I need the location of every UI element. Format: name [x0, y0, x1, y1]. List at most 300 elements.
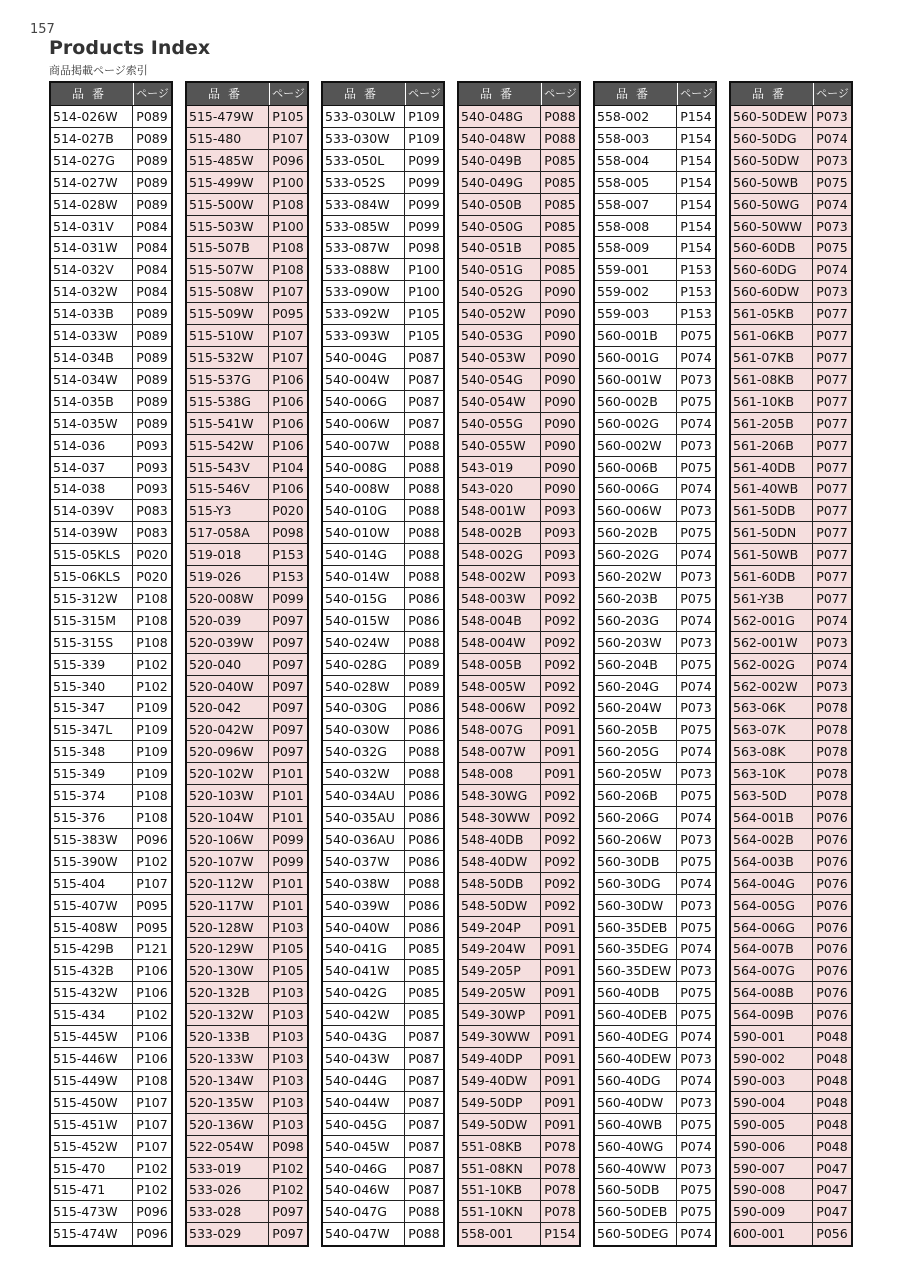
table-row [731, 106, 851, 128]
page-reference: P086 [408, 919, 440, 935]
table-row [459, 259, 579, 281]
product-code: 560-001G [595, 347, 677, 368]
table-row [187, 325, 307, 347]
product-code: 514-027G [51, 150, 133, 171]
product-code: 514-039V [51, 500, 133, 521]
product-code: 560-50WB [731, 172, 813, 193]
page-reference: P108 [136, 590, 168, 606]
header-code-label: 品番 [51, 83, 134, 105]
table-row [595, 325, 715, 347]
product-code: 514-026W [51, 106, 133, 127]
product-code: 590-003 [731, 1070, 813, 1091]
page-reference: P097 [272, 678, 304, 694]
page-reference: P078 [544, 1204, 576, 1220]
product-code: 548-005B [459, 654, 541, 675]
product-code: 520-039 [187, 610, 269, 631]
table-row [51, 719, 171, 741]
column-header [187, 83, 307, 106]
page-reference: P073 [680, 766, 712, 782]
table-row [51, 194, 171, 216]
table-row [595, 391, 715, 413]
table-row [323, 960, 443, 982]
product-code: 560-205G [595, 741, 677, 762]
page-reference: P073 [816, 109, 848, 124]
table-row [51, 128, 171, 150]
page-reference: P091 [544, 1029, 576, 1045]
header-code-label: 品番 [187, 83, 270, 105]
page-reference: P089 [136, 306, 168, 322]
product-code: 520-040 [187, 654, 269, 675]
page-reference: P100 [408, 284, 440, 300]
page-reference: P154 [680, 174, 712, 190]
table-row [187, 347, 307, 369]
table-row [459, 1201, 579, 1223]
product-code: 562-002W [731, 676, 813, 697]
table-row [323, 1070, 443, 1092]
product-code: 560-206B [595, 785, 677, 806]
table-row [731, 1223, 851, 1245]
page-reference: P102 [272, 1182, 304, 1198]
table-row [731, 216, 851, 238]
page-reference: P083 [136, 525, 168, 541]
product-code: 560-206W [595, 829, 677, 850]
product-code: 540-007W [323, 435, 405, 456]
page-reference: P048 [816, 1050, 848, 1066]
page-reference: P154 [680, 130, 712, 146]
page-reference: P085 [544, 152, 576, 168]
index-column [729, 81, 853, 1247]
page-reference: P105 [272, 109, 304, 124]
page-reference: P099 [408, 174, 440, 190]
product-code: 561-10KB [731, 391, 813, 412]
page-reference: P103 [272, 919, 304, 935]
table-row [459, 1026, 579, 1048]
table-row [459, 500, 579, 522]
table-row [187, 413, 307, 435]
product-code: 515-451W [51, 1114, 133, 1135]
product-code: 548-40DB [459, 829, 541, 850]
product-code: 590-005 [731, 1114, 813, 1135]
product-code: 564-005G [731, 895, 813, 916]
page-reference: P074 [816, 262, 848, 278]
page-reference: P099 [272, 590, 304, 606]
product-code: 520-136W [187, 1114, 269, 1135]
product-code: 549-30WW [459, 1026, 541, 1047]
page-reference: P090 [544, 328, 576, 344]
product-code: 559-001 [595, 259, 677, 280]
product-code: 540-048W [459, 128, 541, 149]
product-code: 520-135W [187, 1092, 269, 1113]
product-code: 533-093W [323, 325, 405, 346]
page-reference: P107 [136, 1116, 168, 1132]
page-reference: P047 [816, 1182, 848, 1198]
product-code: 540-053W [459, 347, 541, 368]
product-code: 514-035B [51, 391, 133, 412]
header-page-label: ページ [272, 87, 305, 100]
product-code: 560-204W [595, 697, 677, 718]
page-reference: P076 [816, 1007, 848, 1023]
table-row [459, 522, 579, 544]
product-code: 561-40DB [731, 457, 813, 478]
page-reference: P075 [680, 393, 712, 409]
product-code: 540-035AU [323, 807, 405, 828]
table-row [187, 216, 307, 238]
table-row [187, 895, 307, 917]
product-code: 515-Y3 [187, 500, 269, 521]
product-code: 540-037W [323, 851, 405, 872]
product-code: 561-50DB [731, 500, 813, 521]
page-reference: P106 [272, 437, 304, 453]
product-code: 560-002W [595, 435, 677, 456]
product-code: 548-006W [459, 697, 541, 718]
table-row [51, 610, 171, 632]
table-row [595, 566, 715, 588]
table-row [323, 676, 443, 698]
page-reference: P099 [408, 196, 440, 212]
product-code: 548-50DW [459, 895, 541, 916]
page-reference: P089 [136, 371, 168, 387]
table-row [51, 478, 171, 500]
page-reference: P092 [544, 678, 576, 694]
header-code-label: 品番 [459, 83, 542, 105]
page-reference: P047 [816, 1204, 848, 1220]
product-code: 520-042 [187, 697, 269, 718]
product-code: 562-001W [731, 632, 813, 653]
product-code: 564-004G [731, 873, 813, 894]
table-row [187, 106, 307, 128]
page-reference: P087 [408, 1029, 440, 1045]
product-code: 520-096W [187, 741, 269, 762]
page-reference: P078 [816, 700, 848, 716]
product-code: 515-407W [51, 895, 133, 916]
table-row [595, 128, 715, 150]
page-reference: P103 [272, 1050, 304, 1066]
product-code: 515-507W [187, 259, 269, 280]
product-code: 515-339 [51, 654, 133, 675]
product-code: 533-088W [323, 259, 405, 280]
page-reference: P154 [544, 1226, 576, 1242]
product-code: 548-50DB [459, 873, 541, 894]
product-code: 520-130W [187, 960, 269, 981]
table-row [459, 369, 579, 391]
table-row [459, 281, 579, 303]
page-reference: P097 [272, 1226, 304, 1242]
table-row [595, 369, 715, 391]
page-reference: P101 [272, 875, 304, 891]
table-row [187, 960, 307, 982]
table-row [595, 610, 715, 632]
table-row [731, 917, 851, 939]
product-code: 520-134W [187, 1070, 269, 1091]
page-reference: P105 [408, 328, 440, 344]
table-row [187, 303, 307, 325]
product-code: 519-026 [187, 566, 269, 587]
product-code: 540-014W [323, 566, 405, 587]
product-code: 551-08KB [459, 1136, 541, 1157]
page-reference: P074 [680, 678, 712, 694]
product-code: 514-034W [51, 369, 133, 390]
table-row [459, 632, 579, 654]
page-reference: P077 [816, 503, 848, 519]
product-code: 560-40WB [595, 1114, 677, 1135]
page-reference: P075 [680, 656, 712, 672]
page-reference: P084 [136, 240, 168, 256]
page-reference: P154 [680, 109, 712, 124]
product-code: 520-008W [187, 588, 269, 609]
table-row [51, 741, 171, 763]
product-code: 540-038W [323, 873, 405, 894]
table-row [459, 1114, 579, 1136]
page-reference: P088 [408, 481, 440, 497]
table-row [51, 807, 171, 829]
page-reference: P097 [272, 612, 304, 628]
table-row [51, 917, 171, 939]
product-code: 590-001 [731, 1026, 813, 1047]
product-code: 533-030LW [323, 106, 405, 127]
table-row [187, 741, 307, 763]
page-reference: P090 [544, 437, 576, 453]
page-reference: P074 [680, 744, 712, 760]
table-row [323, 303, 443, 325]
page-reference: P075 [680, 1204, 712, 1220]
product-code: 560-40WW [595, 1158, 677, 1179]
product-code: 559-003 [595, 303, 677, 324]
product-code: 560-50DEW [731, 106, 813, 127]
table-row [595, 938, 715, 960]
page-reference: P108 [136, 810, 168, 825]
table-row [595, 1070, 715, 1092]
table-row [51, 216, 171, 238]
table-row [323, 1201, 443, 1223]
page-reference: P092 [544, 897, 576, 913]
product-code: 562-001G [731, 610, 813, 631]
table-row [187, 807, 307, 829]
table-row [731, 763, 851, 785]
product-code: 548-007G [459, 719, 541, 740]
product-code: 515-348 [51, 741, 133, 762]
table-row [595, 1179, 715, 1201]
product-code: 560-30DB [595, 851, 677, 872]
page-reference: P087 [408, 1072, 440, 1088]
table-row [51, 1070, 171, 1092]
page-reference: P104 [272, 459, 304, 475]
page-reference: P048 [816, 1094, 848, 1110]
page-reference: P078 [816, 788, 848, 804]
page-reference: P074 [816, 130, 848, 146]
product-code: 549-205P [459, 960, 541, 981]
table-row [323, 216, 443, 238]
page-reference: P091 [544, 963, 576, 979]
product-code: 520-106W [187, 829, 269, 850]
page-reference: P073 [816, 284, 848, 300]
table-row [595, 237, 715, 259]
product-code: 540-008G [323, 457, 405, 478]
table-row [595, 697, 715, 719]
table-row [595, 785, 715, 807]
page-reference: P074 [680, 1072, 712, 1088]
product-code: 563-07K [731, 719, 813, 740]
page-reference: P101 [272, 897, 304, 913]
product-code: 560-30DG [595, 873, 677, 894]
product-code: 561-06KB [731, 325, 813, 346]
page-reference: P085 [408, 1007, 440, 1023]
page-reference: P090 [544, 415, 576, 431]
table-row [323, 566, 443, 588]
page-reference: P075 [680, 525, 712, 541]
table-row [187, 194, 307, 216]
table-row [323, 259, 443, 281]
page-reference: P106 [136, 1029, 168, 1045]
product-code: 590-009 [731, 1201, 813, 1222]
page-reference: P091 [544, 766, 576, 782]
table-row [459, 172, 579, 194]
table-row [51, 1136, 171, 1158]
table-row [51, 347, 171, 369]
page-reference: P093 [544, 525, 576, 541]
product-code: 560-206G [595, 807, 677, 828]
product-code: 560-001B [595, 325, 677, 346]
page-reference: P091 [544, 722, 576, 738]
product-code: 560-001W [595, 369, 677, 390]
page-reference: P078 [816, 766, 848, 782]
product-code: 560-205B [595, 719, 677, 740]
table-row [187, 566, 307, 588]
page-reference: P088 [408, 459, 440, 475]
product-code: 515-510W [187, 325, 269, 346]
product-code: 564-001B [731, 807, 813, 828]
page-reference: P100 [408, 262, 440, 278]
product-code: 561-05KB [731, 303, 813, 324]
product-code: 590-007 [731, 1158, 813, 1179]
page-reference: P089 [136, 196, 168, 212]
product-code: 540-055W [459, 435, 541, 456]
product-code: 515-340 [51, 676, 133, 697]
table-row [187, 1048, 307, 1070]
page-reference: P088 [408, 1226, 440, 1242]
table-row [51, 150, 171, 172]
table-row [187, 259, 307, 281]
product-code: 515-408W [51, 917, 133, 938]
product-code: 515-347L [51, 719, 133, 740]
table-row [187, 719, 307, 741]
table-row [51, 325, 171, 347]
page-reference: P076 [816, 963, 848, 979]
product-code: 540-015G [323, 588, 405, 609]
product-code: 533-085W [323, 216, 405, 237]
page-reference: P099 [272, 831, 304, 847]
table-row [459, 829, 579, 851]
page-reference: P090 [544, 306, 576, 322]
table-row [187, 1179, 307, 1201]
table-row [187, 917, 307, 939]
page-reference: P153 [272, 547, 304, 563]
table-row [459, 697, 579, 719]
product-code: 561-205B [731, 413, 813, 434]
page-reference: P085 [408, 963, 440, 979]
table-row [323, 851, 443, 873]
page-reference: P087 [408, 1182, 440, 1198]
product-code: 540-045G [323, 1114, 405, 1135]
table-row [323, 435, 443, 457]
page-reference: P086 [408, 897, 440, 913]
page-reference: P077 [816, 306, 848, 322]
table-row [51, 829, 171, 851]
table-row [731, 413, 851, 435]
table-row [731, 1004, 851, 1026]
product-code: 540-028W [323, 676, 405, 697]
page-reference: P088 [408, 437, 440, 453]
table-row [323, 478, 443, 500]
table-row [731, 369, 851, 391]
product-code: 560-002B [595, 391, 677, 412]
product-code: 540-034AU [323, 785, 405, 806]
page-reference: P074 [680, 1226, 712, 1242]
table-row [595, 435, 715, 457]
page-reference: P086 [408, 831, 440, 847]
page-reference: P077 [816, 328, 848, 344]
header-page-label: ページ [408, 87, 441, 100]
product-code: 540-043W [323, 1048, 405, 1069]
page-reference: P074 [680, 547, 712, 563]
page-reference: P091 [544, 1050, 576, 1066]
table-row [459, 544, 579, 566]
column-header [459, 83, 579, 106]
product-code: 560-35DEB [595, 917, 677, 938]
product-code: 533-019 [187, 1158, 269, 1179]
product-code: 514-031V [51, 216, 133, 237]
table-row [187, 1201, 307, 1223]
table-row [459, 194, 579, 216]
product-code: 515-542W [187, 435, 269, 456]
table-row [731, 873, 851, 895]
page-reference: P074 [680, 941, 712, 957]
table-row [459, 1136, 579, 1158]
table-row [459, 785, 579, 807]
page-reference: P048 [816, 1029, 848, 1045]
product-code: 515-499W [187, 172, 269, 193]
table-row [187, 851, 307, 873]
table-row [51, 106, 171, 128]
page-reference: P073 [680, 503, 712, 519]
product-code: 548-001W [459, 500, 541, 521]
page-reference: P073 [680, 437, 712, 453]
page-reference: P089 [136, 109, 168, 124]
table-row [459, 654, 579, 676]
page-reference: P102 [136, 656, 168, 672]
page-reference: P089 [136, 393, 168, 409]
page-reference: P103 [272, 1116, 304, 1132]
table-row [731, 1136, 851, 1158]
page-reference: P073 [680, 1050, 712, 1066]
page-reference: P108 [272, 262, 304, 278]
product-code: 540-024W [323, 632, 405, 653]
header-page-label: ページ [816, 87, 849, 100]
table-row [731, 895, 851, 917]
table-row [731, 807, 851, 829]
product-code: 515-449W [51, 1070, 133, 1091]
product-code: 515-546V [187, 478, 269, 499]
table-row [51, 457, 171, 479]
product-code: 515-445W [51, 1026, 133, 1047]
product-code: 515-479W [187, 106, 269, 127]
product-code: 514-036 [51, 435, 133, 456]
table-row [459, 435, 579, 457]
product-code: 520-112W [187, 873, 269, 894]
product-code: 548-004B [459, 610, 541, 631]
page-reference: P075 [680, 1182, 712, 1198]
product-code: 549-40DW [459, 1070, 541, 1091]
page-reference: P073 [680, 897, 712, 913]
